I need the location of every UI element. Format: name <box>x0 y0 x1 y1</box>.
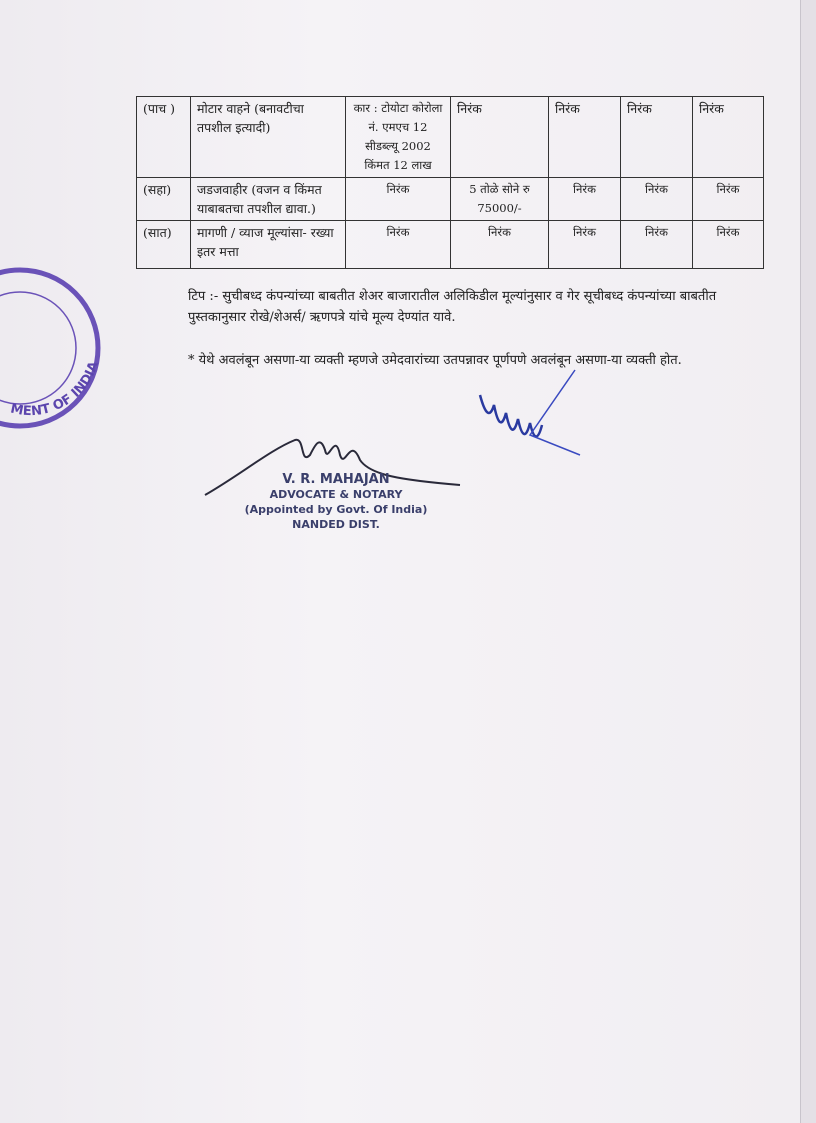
cell: निरंक <box>621 97 693 178</box>
stamp-title: ADVOCATE & NOTARY <box>269 488 403 501</box>
row-item: मागणी / व्याज मूल्यांसा- रख्या इतर मत्ता <box>191 221 346 269</box>
notary-stamp <box>236 472 436 532</box>
assets-table <box>136 96 764 269</box>
row-number: (सहा) <box>137 178 191 221</box>
cell: निरंक <box>693 97 764 178</box>
cell: कार : टोयोटा कोरोला नं. एमएच 12 सीडब्ल्यू 2002 किंमत 12 लाख <box>346 97 451 178</box>
cell: निरंक <box>346 178 451 221</box>
stamp-appointed: (Appointed by Govt. Of India) <box>244 503 428 516</box>
cell: निरंक <box>451 97 549 178</box>
cell: निरंक <box>451 221 549 269</box>
svg-text:MENT OF INDIA <box>9 360 102 420</box>
footnote: * येथे अवलंबून असणा-या व्यक्ती म्हणजे उमेदवारांच्या उतपन्नावर पूर्णपणे अवलंबून असणा-या व्यक्ती होत. <box>188 353 682 368</box>
official-seal <box>0 262 110 434</box>
page-edge <box>800 0 816 1123</box>
cell: निरंक <box>549 221 621 269</box>
cell: निरंक <box>549 97 621 178</box>
cell: निरंक <box>621 221 693 269</box>
seal-text: MENT OF INDIA <box>9 359 102 420</box>
table-row <box>137 97 764 178</box>
cell: निरंक <box>693 221 764 269</box>
cell: निरंक <box>693 178 764 221</box>
stamp-district: NANDED DIST. <box>292 518 380 531</box>
row-item: जडजवाहीर (वजन व किंमत याबाबतचा तपशील द्यावा.) <box>191 178 346 221</box>
cell: निरंक <box>549 178 621 221</box>
tip-note: टिप :- सुचीबध्द कंपन्यांच्या बाबतीत शेअर बाजारातील अलिकिडील मूल्यांनुसार व गेर सूचीबध्द कंपन्यांच्या बाबतीत पुस्तकानुसार रोखे/शेअर्स/ ऋणपत्रे यांचे मूल्य देण्यांत यावे. <box>188 289 717 325</box>
cell: निरंक <box>621 178 693 221</box>
cell: निरंक <box>346 221 451 269</box>
table-row <box>137 221 764 269</box>
row-number: (सात) <box>137 221 191 269</box>
table-row <box>137 178 764 221</box>
stamp-name: V. R. MAHAJAN <box>282 472 390 487</box>
row-item: मोटार वाहने (बनावटीचा तपशील इत्यादी) <box>191 97 346 178</box>
row-number: (पाच ) <box>137 97 191 178</box>
signature-blue-icon <box>470 365 590 460</box>
cell: 5 तोळे सोने रु 75000/- <box>451 178 549 221</box>
